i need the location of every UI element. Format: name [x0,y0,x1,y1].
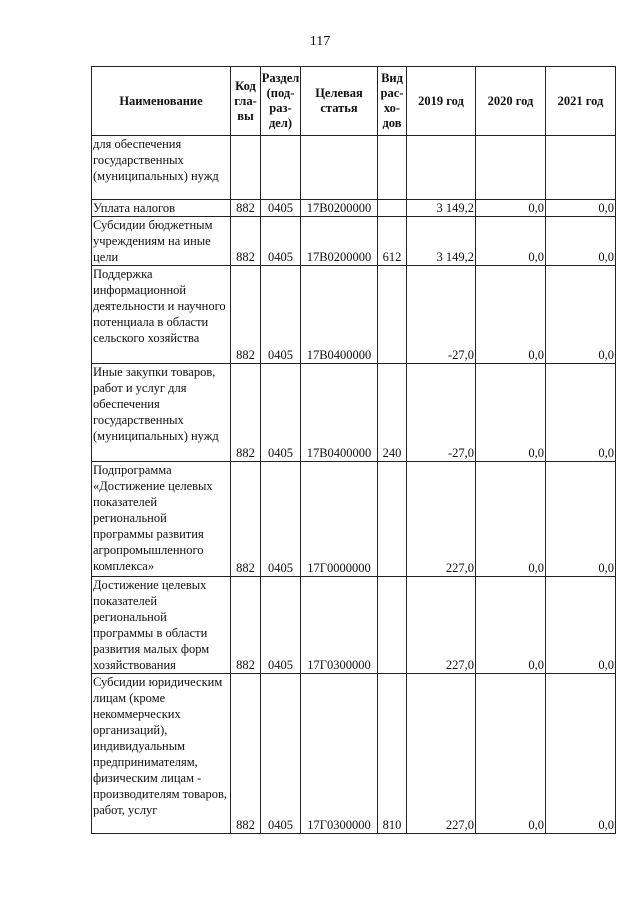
page-number: 117 [309,34,331,49]
cell-2020: 0,0 [476,674,546,834]
cell-name: Достижение целевых показателей региональной программы в области развития малых форм хозяйствования [92,577,231,674]
cell-2019: 3 149,2 [407,217,476,266]
cell-target: 17В0200000 [301,200,378,217]
header-code: Код гла- вы [231,67,261,136]
cell-section: 0405 [261,364,301,462]
cell-code: 882 [231,462,261,577]
cell-2021: 0,0 [546,577,616,674]
cell-2019: 227,0 [407,577,476,674]
cell-section: 0405 [261,674,301,834]
cell-target: 17Г0000000 [301,462,378,577]
header-section: Раздел (под- раз- дел) [261,67,301,136]
cell-target [301,136,378,200]
cell-name: Поддержка информационной деятельности и научного потенциала в области сельского хозяйства [92,266,231,364]
cell-target: 17В0400000 [301,266,378,364]
cell-name: Подпрограмма «Достижение целевых показателей региональной программы развития агропромышленного комплекса» [92,462,231,577]
table-row [92,200,616,217]
cell-kind [378,577,407,674]
cell-2020: 0,0 [476,200,546,217]
cell-section [261,136,301,200]
cell-2019: -27,0 [407,364,476,462]
header-2021: 2021 год [546,67,616,136]
cell-code: 882 [231,217,261,266]
cell-2020: 0,0 [476,364,546,462]
cell-2019 [407,136,476,200]
cell-2020: 0,0 [476,577,546,674]
cell-code: 882 [231,577,261,674]
cell-target: 17Г0300000 [301,674,378,834]
cell-kind: 240 [378,364,407,462]
cell-section: 0405 [261,217,301,266]
cell-code [231,136,261,200]
header-name: Наименование [92,67,231,136]
cell-target: 17В0200000 [301,217,378,266]
cell-name: Иные закупки товаров, работ и услуг для обеспечения государственных (муниципальных) нужд [92,364,231,462]
cell-2019: 227,0 [407,674,476,834]
cell-2021: 0,0 [546,674,616,834]
cell-name: Субсидии бюджетным учреждениям на иные цели [92,217,231,266]
cell-code: 882 [231,200,261,217]
table-row [92,462,616,577]
cell-name: для обеспечения государственных (муниципальных) нужд [92,136,231,200]
cell-2021: 0,0 [546,266,616,364]
table-header-row [92,67,616,136]
cell-target: 17В0400000 [301,364,378,462]
cell-2021 [546,136,616,200]
header-kind: Вид рас- хо- дов [378,67,407,136]
header-2020: 2020 год [476,67,546,136]
cell-2021: 0,0 [546,364,616,462]
cell-section: 0405 [261,266,301,364]
cell-name: Субсидии юридическим лицам (кроме некоммерческих организаций), индивидуальным предпринимателям, физическим лицам - производителям товаров, работ, услуг [92,674,231,834]
table-row [92,217,616,266]
cell-2019: -27,0 [407,266,476,364]
cell-section: 0405 [261,577,301,674]
cell-kind [378,136,407,200]
cell-kind [378,266,407,364]
cell-2021: 0,0 [546,200,616,217]
cell-section: 0405 [261,462,301,577]
cell-2020: 0,0 [476,217,546,266]
cell-2020: 0,0 [476,266,546,364]
cell-code: 882 [231,364,261,462]
table-row [92,674,616,834]
cell-kind [378,462,407,577]
cell-2020 [476,136,546,200]
cell-2020: 0,0 [476,462,546,577]
cell-name: Уплата налогов [92,200,231,217]
cell-code: 882 [231,674,261,834]
header-2019: 2019 год [407,67,476,136]
cell-2021: 0,0 [546,217,616,266]
budget-table [91,66,616,834]
cell-2019: 3 149,2 [407,200,476,217]
header-target: Целевая статья [301,67,378,136]
table-row [92,364,616,462]
table-body [92,136,616,834]
cell-kind [378,200,407,217]
cell-target: 17Г0300000 [301,577,378,674]
table-row [92,266,616,364]
cell-kind: 810 [378,674,407,834]
cell-kind: 612 [378,217,407,266]
table-row [92,136,616,200]
cell-code: 882 [231,266,261,364]
cell-section: 0405 [261,200,301,217]
table-row [92,577,616,674]
cell-2019: 227,0 [407,462,476,577]
cell-2021: 0,0 [546,462,616,577]
